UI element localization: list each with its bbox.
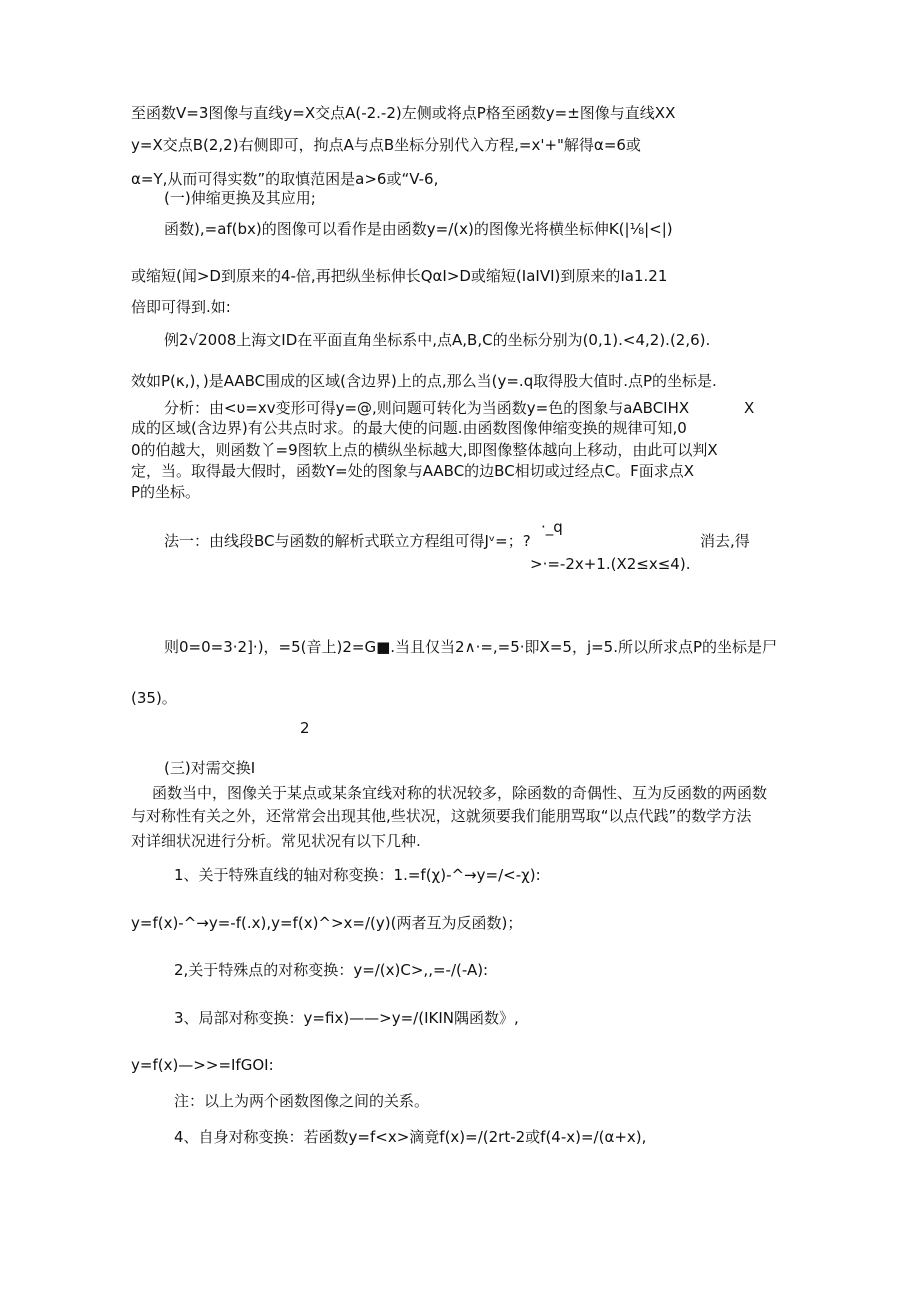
text-line-6: 或缩短(闻>D到原来的4-倍,再把纵坐标伸长QαI>D或缩短(IaIVI)到原来的Ia1.21 <box>131 267 668 285</box>
note-line: 注：以上为两个函数图像之间的关系。 <box>174 1092 430 1110</box>
formula-fragment-top: ·_q <box>541 518 563 536</box>
paragraph-line-2: 与对称性有关之外，还常常会出现其他,些状况，这就须要我们能朋骂取“以点代践”的数学方法 <box>131 807 752 825</box>
text-line-7: 倍即可得到.如: <box>131 298 231 316</box>
analysis-line-4: 定，当。取得最大假时，函数Y=处的图象与AABC的边BC相切或过经点C。F面求点X <box>131 462 695 480</box>
example-line: 例2√2008上海文ID在平面直角坐标系中,点A,B,C的坐标分别为(0,1).<4,2).(2,6). <box>164 331 711 349</box>
analysis-line-2: 成的区域(含边界)有公共点时求。的最大使的问题.由函数图像伸缩变换的规律可知,0 <box>131 419 687 437</box>
equation-line: >·=-2x+1.(X2≤x≤4). <box>530 555 691 573</box>
rule-3-continued: y=f(x)—>>=IfGOI: <box>131 1056 274 1074</box>
analysis-line-3: 0的伯越大，则函数丫=9图软上点的横纵坐标越大,即图像整体越向上移动，由此可以判X <box>131 441 718 459</box>
text-line-9: 效如P(κ,)，)是AABC围成的区域(含边界)上的点,那么当(y=.q取得股大值时.点P的坐标是. <box>131 372 717 390</box>
rule-2: 2,关于特殊点的对称变换：y=/(x)C>,,=-/(-A): <box>174 961 489 979</box>
method-one-line: 法一：由线段BC与函数的解析式联立方程组可得Jᵛ=；? <box>164 532 531 550</box>
text-line-1: 至函数V=3图像与直线y=X交点A(-2.-2)左侧或将点P格至函数y=±图像与直线XX <box>131 104 676 122</box>
text-line-5: 函数),=af(bx)的图像可以看作是由函数y=/(x)的图像光将横坐标伸K(|⅛|<|) <box>164 220 673 238</box>
section-heading-3: (三)对需交换I <box>164 759 256 777</box>
rule-4: 4、自身对称变换：若函数y=f<x>滴竟f(x)=/(2rt-2或f(4-x)=/(α+x), <box>174 1128 647 1146</box>
paragraph-line-1: 函数当中，图像关于某点或某条宜线对称的状况较多，除函数的奇偶性、互为反函数的两函数 <box>152 784 768 802</box>
result-coordinates: (35)。 <box>131 689 177 707</box>
method-one-tail: 消去,得 <box>700 532 750 550</box>
text-line-3: α=Y,从而可得实数”的取慎范困是a>6或“V-6, <box>131 170 439 188</box>
analysis-line-1: 分析：由<υ=xv变形可得y=@,则问题可转化为当函数y=色的图象与aABCIHX <box>164 399 690 417</box>
analysis-line-1-tail: X <box>744 399 755 417</box>
paragraph-line-3: 对详细状况进行分析。常见状况有以下几种. <box>131 832 421 850</box>
rule-3: 3、局部对称变换：y=fix)——>y=/(IKIN隅函数》, <box>174 1009 519 1027</box>
result-line: 则0=0=3·2]·)，=5(音上)2=G■.当且仅当2∧·=,=5·即X=5，j=5.所以所求点P的坐标是尸 <box>164 638 778 656</box>
rule-1-continued: y=f(x)-^→y=-f(.x),y=f(x)^>x=/(y)(两者互为反函数)； <box>131 914 523 932</box>
page-number: 2 <box>300 719 310 737</box>
rule-1: 1、关于特殊直线的轴对称变换：1.=f(χ)-^→y=/<-χ): <box>174 866 541 884</box>
text-line-2: y=X交点B(2,2)右侧即可，拘点A与点B坐标分别代入方程,=x'+"解得α=6或 <box>131 136 641 154</box>
section-heading-1: (一)伸缩更换及其应用; <box>164 189 316 207</box>
analysis-line-5: P的坐标。 <box>131 483 201 501</box>
